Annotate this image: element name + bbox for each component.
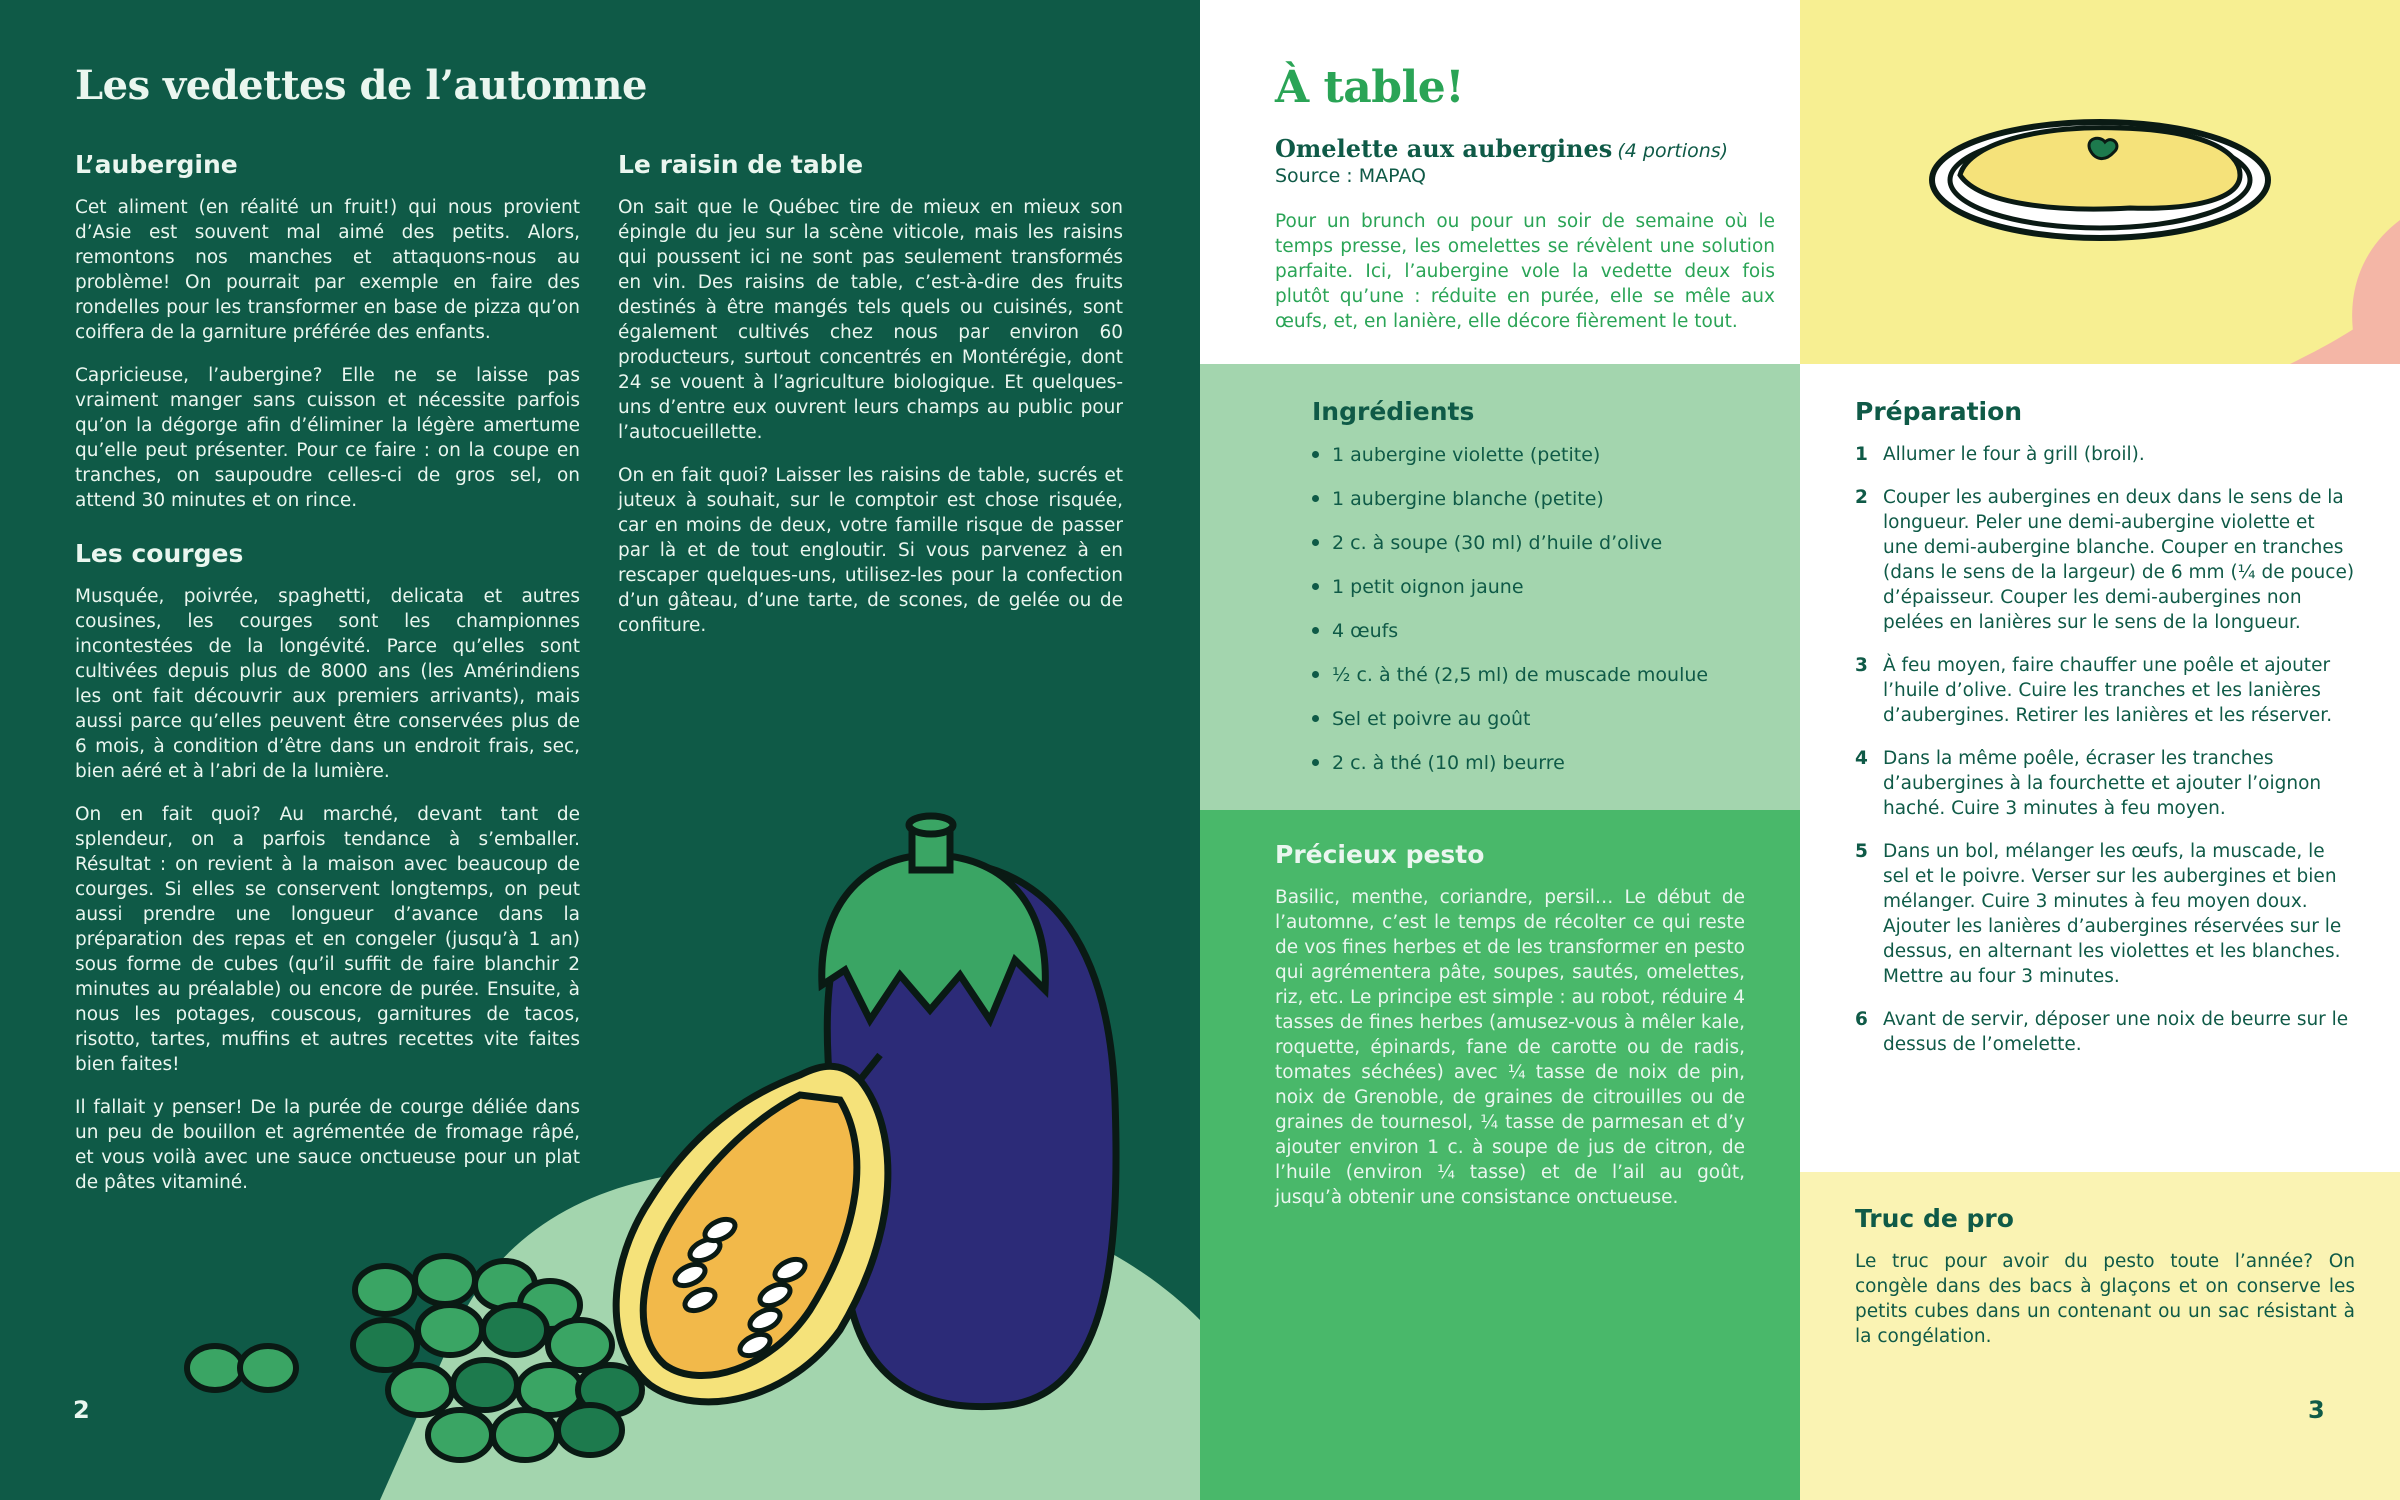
step-text: Dans un bol, mélanger les œufs, la muscade, le sel et le poivre. Verser sur les aubergines et bien mélanger. Cuire 3 minutes à feu moyen doux. Ajouter les lanières d’aubergines réservées sur le dessus, en alternant les violettes et les blanches. Mettre au four 3 minutes. xyxy=(1883,841,2342,987)
step-number: 6 xyxy=(1855,1009,1868,1030)
ingredient-item: 2 c. à thé (10 ml) beurre xyxy=(1312,750,1772,794)
preparation-section xyxy=(1800,364,2400,1172)
preparation-steps xyxy=(1855,442,2355,1057)
ingredient-item: Sel et poivre au goût xyxy=(1312,706,1772,750)
page-number-left: 2 xyxy=(73,1396,90,1424)
raisin-heading: Le raisin de table xyxy=(618,150,864,179)
recipe-header-section xyxy=(1200,0,1800,364)
page-title: Les vedettes de l’automne xyxy=(75,62,647,109)
page-number-right: 3 xyxy=(2308,1396,2325,1424)
step-text: À feu moyen, faire chauffer une poêle et ajouter l’huile d’olive. Cuire les tranches et les lanières d’aubergines. Retirer les lanières et les réserver. xyxy=(1883,655,2333,726)
raisin-paragraph-1: On sait que le Québec tire de mieux en mieux son épingle du jeu sur la scène viticole, mais les raisins qui poussent ici ne sont pas seulement transformés en vin. Des raisins de table, c’est-à-dire des fruits destinés à être mangés tels quels ou cuisinés, sont également cultivés chez nous par environ 60 producteurs, surtout concentrés en Montérégie, dont 24 se vouent à l’agriculture biologique. Et quelques-uns d’entre eux ouvrent leurs champs au public pour l’autocueillette. xyxy=(618,197,1123,443)
ingredient-item: 1 aubergine violette (petite) xyxy=(1312,442,1772,486)
recipe-intro: Pour un brunch ou pour un soir de semaine où le temps presse, les omelettes se révèlent une solution parfaite. Ici, l’aubergine vole la vedette deux fois plutôt qu’une : réduite en purée, elle se mêle aux œufs, et, en lanière, elle décore fièrement le tout. xyxy=(1275,211,1775,332)
ingredients-list xyxy=(1312,442,1772,794)
aubergine-heading: L’aubergine xyxy=(75,150,238,179)
step-text: Dans la même poêle, écraser les tranches d’aubergines à la fourchette et ajouter l’oignon haché. Cuire 3 minutes à feu moyen. xyxy=(1883,748,2322,819)
step-number: 5 xyxy=(1855,841,1868,862)
raisin-paragraph-2: On en fait quoi? Laisser les raisins de table, sucrés et juteux à souhait, sur le comptoir est chose risquée, car en moins de deux, votre famille risque de passer par là et de tout engloutir. Si vous parvenez à en rescaper quelques-uns, utilisez-les pour la confection d’un gâteau, d’une tarte, de scones, de gelée ou de confiture. xyxy=(618,465,1123,636)
grapes-illustration xyxy=(187,1256,642,1460)
recipe-source: Source : MAPAQ xyxy=(1275,165,1426,187)
ingredients-heading: Ingrédients xyxy=(1312,397,1475,426)
step-text: Allumer le four à grill (broil). xyxy=(1883,444,2145,465)
courges-paragraph-2: On en fait quoi? Au marché, devant tant de splendeur, on a parfois tendance à s’emballer. Résultat : on revient à la maison avec beaucoup de courges. Si elles se conservent longtemps, on peut aussi prendre une longueur d’avance dans la préparation des repas et en congeler (jusqu’à 1 an) sous forme de cubes (qu’il suffit de faire blanchir 2 minutes au préalable) ou encore de purée. Ensuite, à nous les potages, couscous, garnitures de tacos, risotto, tartes, muffins et autres recettes vite faites bien faites! xyxy=(75,804,580,1075)
aubergine-paragraph-2: Capricieuse, l’aubergine? Elle ne se laisse pas vraiment manger sans cuisson et nécessite parfois qu’on la dégorge afin d’éliminer la légère amertume qu’elle peut présenter. Pour ce faire : on la coupe en tranches, on saupoudre celles-ci de gros sel, on attend 30 minutes et on rince. xyxy=(75,365,580,511)
step-item xyxy=(1855,485,2355,635)
plate-illustration-section xyxy=(1800,0,2400,364)
pesto-heading: Précieux pesto xyxy=(1275,840,1485,869)
step-text: Avant de servir, déposer une noix de beurre sur le dessus de l’omelette. xyxy=(1883,1009,2349,1055)
truc-text: Le truc pour avoir du pesto toute l’année? On congèle dans des bacs à glaçons et on conserve les petits cubes dans un contenant ou un sac résistant à la congélation. xyxy=(1855,1251,2355,1347)
recipe-portions: (4 portions) xyxy=(1617,140,1729,162)
step-item xyxy=(1855,839,2355,989)
ingredients-section xyxy=(1200,364,1800,810)
step-text: Couper les aubergines en deux dans le sens de la longueur. Peler une demi-aubergine violette et une demi-aubergine blanche. Couper en tranches (dans le sens de la largeur) de 6 mm (¼ de pouce) d’épaisseur. Couper les demi-aubergines non pelées en lanières sur le sens de la longueur. xyxy=(1883,487,2355,633)
pesto-section xyxy=(1200,810,1800,1500)
recipe-name: Omelette aux aubergines xyxy=(1275,134,1613,163)
omelette-plate-illustration xyxy=(1800,0,2400,364)
step-number: 3 xyxy=(1855,655,1868,676)
step-item xyxy=(1855,653,2355,728)
step-number: 2 xyxy=(1855,487,1868,508)
aubergine-paragraph-1: Cet aliment (en réalité un fruit!) qui nous provient d’Asie est souvent mal aimé des petits. Alors, remontons nos manches et attaquons-nous au problème! On pourrait par exemple en faire des rondelles pour les transformer en base de pizza qu’on coiffera de la garniture préférée des enfants. xyxy=(75,197,580,343)
ingredient-item: ½ c. à thé (2,5 ml) de muscade moulue xyxy=(1312,662,1772,706)
courges-heading: Les courges xyxy=(75,539,244,568)
truc-heading: Truc de pro xyxy=(1855,1204,2014,1233)
squash-illustration xyxy=(616,1055,888,1402)
ingredient-item: 2 c. à soupe (30 ml) d’huile d’olive xyxy=(1312,530,1772,574)
step-item xyxy=(1855,442,2355,467)
step-number: 1 xyxy=(1855,444,1868,465)
step-item xyxy=(1855,746,2355,821)
step-number: 4 xyxy=(1855,748,1868,769)
ingredient-item: 1 petit oignon jaune xyxy=(1312,574,1772,618)
courges-paragraph-1: Musquée, poivrée, spaghetti, delicata et autres cousines, les courges sont les championnes incontestées de la longévité. Parce qu’elles sont cultivées depuis plus de 8000 ans (les Amérindiens les ont fait découvrir aux premiers arrivants), mais aussi parce qu’elles peuvent être conservées plus de 6 mois, à condition d’être dans un endroit frais, sec, bien aéré et à l’abri de la lumière. xyxy=(75,586,580,782)
preparation-heading: Préparation xyxy=(1855,397,2023,426)
pesto-text: Basilic, menthe, coriandre, persil… Le début de l’automne, c’est le temps de récolter ce qui reste de vos fines herbes et de les transformer en pesto qui agrémentera pâte, soupes, sautés, omelettes, riz, etc. Le principe est simple : au robot, réduire 4 tasses de fines herbes (amusez-vous à mêler kale, roquette, épinards, fane de carotte ou de radis, tomates séchées) avec ¼ tasse de noix de pin, noix de Grenoble, de graines de citrouilles ou de graines de tournesol, ¼ tasse de parmesan et d’y ajouter environ 1 c. à soupe de jus de citron, de l’huile (environ ¼ tasse) et de l’ail au goût, jusqu’à obtenir une consistance onctueuse. xyxy=(1275,887,1745,1208)
truc-de-pro-section xyxy=(1800,1172,2400,1500)
step-item xyxy=(1855,1007,2355,1057)
courges-paragraph-3: Il fallait y penser! De la purée de courge déliée dans un peu de bouillon et agrémentée de fromage râpé, et vous voilà avec une sauce onctueuse pour un plat de pâtes vitaminé. xyxy=(75,1097,580,1193)
ingredient-item: 4 œufs xyxy=(1312,618,1772,662)
ingredient-item: 1 aubergine blanche (petite) xyxy=(1312,486,1772,530)
right-page-title: À table! xyxy=(1275,62,1465,113)
